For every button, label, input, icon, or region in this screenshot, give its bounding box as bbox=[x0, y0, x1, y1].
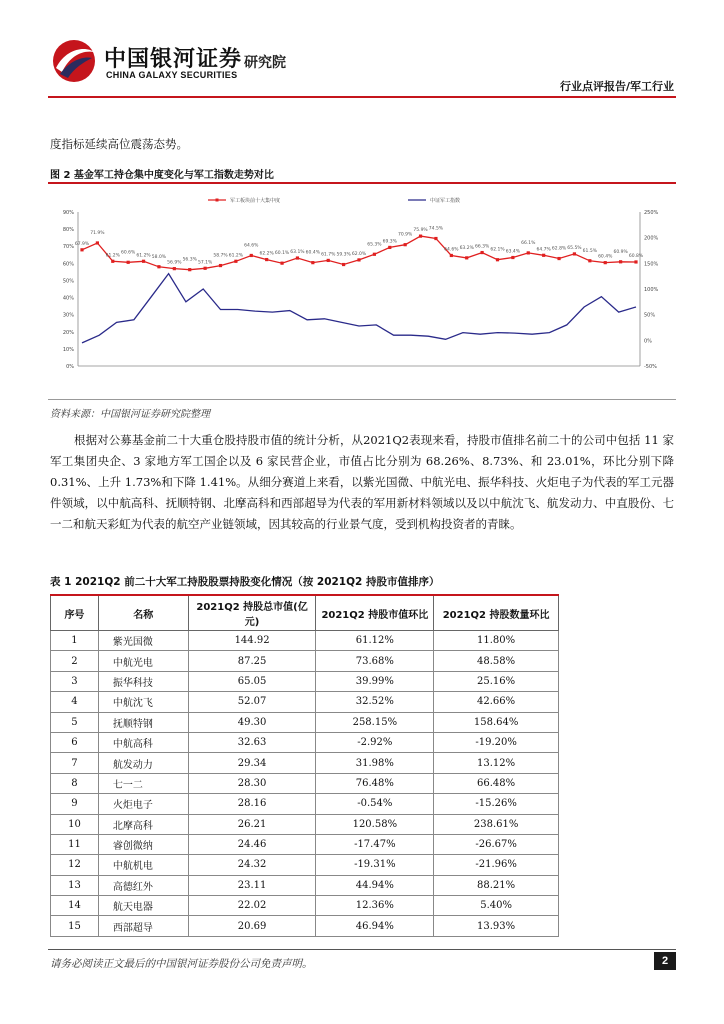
table-cell: 紫光国微 bbox=[98, 631, 188, 651]
table-cell: 26.21 bbox=[188, 814, 316, 834]
table-row bbox=[51, 794, 559, 814]
table-row bbox=[51, 916, 559, 936]
chart-tick-label-left: 60% bbox=[62, 261, 74, 268]
table-row bbox=[51, 875, 559, 895]
table-cell: 11 bbox=[51, 834, 99, 854]
chart bbox=[48, 186, 676, 398]
table-cell: 12 bbox=[51, 855, 99, 875]
chart-data-label: 63.1% bbox=[290, 250, 305, 256]
chart-legend-label: 军工板块前十大集中度 bbox=[230, 198, 281, 204]
chart-point bbox=[280, 262, 283, 265]
chart-data-label: 61.2% bbox=[136, 253, 151, 259]
chart-point bbox=[234, 260, 237, 263]
table-cell: 航发动力 bbox=[98, 753, 188, 773]
chart-tick-label-right: 250% bbox=[644, 210, 659, 216]
chart-data-label: 60.4% bbox=[305, 250, 320, 256]
chart-data-label: 69.3% bbox=[382, 239, 397, 245]
chart-point bbox=[265, 258, 268, 261]
table-row bbox=[51, 732, 559, 752]
table-cell: 中航光电 bbox=[98, 651, 188, 671]
table-cell: 24.46 bbox=[188, 834, 316, 854]
chart-point bbox=[557, 257, 560, 260]
chart-point bbox=[388, 246, 391, 249]
chart-point bbox=[157, 265, 160, 268]
chart-data-label: 63.4% bbox=[505, 249, 521, 255]
table-cell: 31.98% bbox=[316, 753, 434, 773]
table-row bbox=[51, 855, 559, 875]
chart-data-label: 56.9% bbox=[167, 260, 182, 266]
chart-data-label: 58.0% bbox=[151, 254, 167, 260]
chart-legend-label: 中证军工指数 bbox=[430, 198, 461, 204]
chart-data-label: 61.5% bbox=[582, 248, 597, 254]
chart-data-label: 65.5% bbox=[567, 245, 582, 251]
table-cell: 44.94% bbox=[316, 875, 434, 895]
page-number: 2 bbox=[654, 952, 676, 970]
table-row bbox=[51, 692, 559, 712]
table-cell: 65.05 bbox=[188, 671, 316, 691]
table-title: 表 1 2021Q2 前二十大军工持股股票持股变化情况（按 2021Q2 持股市值排序） bbox=[50, 576, 440, 588]
table-cell: 29.34 bbox=[188, 753, 316, 773]
chart-data-label: 60.4% bbox=[598, 254, 613, 260]
table-cell: 高德红外 bbox=[98, 875, 188, 895]
chart-tick-label-right: 200% bbox=[644, 235, 659, 242]
table-cell: 13.93% bbox=[434, 916, 559, 936]
figure-source: 资料来源：中国银河证券研究院整理 bbox=[50, 409, 210, 420]
chart-data-label: 74.5% bbox=[428, 226, 444, 232]
chart-point bbox=[542, 254, 545, 257]
table-header-cell: 2021Q2 持股总市值(亿元) bbox=[188, 595, 316, 631]
chart-point bbox=[296, 256, 299, 259]
chart-point bbox=[204, 267, 207, 270]
chart-tick-label-left: 30% bbox=[62, 312, 74, 319]
chart-data-label: 60.9% bbox=[613, 249, 628, 255]
chart-data-label: 60.8% bbox=[628, 253, 644, 259]
table-cell: 88.21% bbox=[434, 875, 559, 895]
table-cell: 中航机电 bbox=[98, 855, 188, 875]
table-cell: -26.67% bbox=[434, 834, 559, 854]
chart-tick-label-right: 0% bbox=[644, 338, 652, 345]
chart-point bbox=[250, 254, 253, 257]
table-cell: 航天电器 bbox=[98, 896, 188, 916]
table-cell: 抚顺特钢 bbox=[98, 712, 188, 732]
table-cell: 15 bbox=[51, 916, 99, 936]
table-cell: 9 bbox=[51, 794, 99, 814]
chart-point bbox=[619, 260, 622, 263]
chart-point bbox=[419, 235, 422, 238]
chart-data-label: 58.7% bbox=[213, 253, 228, 259]
footer-disclaimer: 请务必阅读正文最后的中国银河证券股份公司免责声明。 bbox=[50, 958, 313, 970]
table-header-cell: 2021Q2 持股市值环比 bbox=[316, 595, 434, 631]
chart-data-label: 62.0% bbox=[351, 251, 367, 257]
table-cell: 6 bbox=[51, 732, 99, 752]
table-cell: 13.12% bbox=[434, 753, 559, 773]
table-cell: -2.92% bbox=[316, 732, 434, 752]
table-cell: 2 bbox=[51, 651, 99, 671]
table-cell: 3 bbox=[51, 671, 99, 691]
chart-legend-marker bbox=[216, 199, 219, 202]
chart-point bbox=[634, 260, 637, 263]
table-cell: 32.63 bbox=[188, 732, 316, 752]
chart-svg bbox=[48, 186, 676, 398]
table-cell: 87.25 bbox=[188, 651, 316, 671]
table-cell: -19.20% bbox=[434, 732, 559, 752]
table-cell: 61.12% bbox=[316, 631, 434, 651]
table-cell: 144.92 bbox=[188, 631, 316, 651]
figure-title: 图 2 基金军工持仓集中度变化与军工指数走势对比 bbox=[50, 170, 274, 181]
figure-top-rule bbox=[48, 182, 676, 184]
table-cell: 49.30 bbox=[188, 712, 316, 732]
intro-text: 度指标延续高位震荡态势。 bbox=[50, 137, 188, 151]
table-cell: 振华科技 bbox=[98, 671, 188, 691]
galaxy-logo-icon bbox=[48, 38, 100, 84]
table-cell: 258.15% bbox=[316, 712, 434, 732]
table-cell: 24.32 bbox=[188, 855, 316, 875]
chart-point bbox=[496, 258, 499, 261]
table-cell: 5.40% bbox=[434, 896, 559, 916]
brand-name-en: CHINA GALAXY SECURITIES bbox=[106, 70, 238, 80]
table-row bbox=[51, 896, 559, 916]
chart-point bbox=[188, 268, 191, 271]
chart-data-label: 64.7% bbox=[536, 247, 551, 253]
chart-tick-label-right: -50% bbox=[644, 364, 657, 370]
chart-data-label: 59.3% bbox=[336, 252, 351, 258]
chart-tick-label-left: 90% bbox=[62, 210, 74, 216]
table-cell: 北摩高科 bbox=[98, 814, 188, 834]
holdings-table bbox=[50, 594, 559, 937]
chart-point bbox=[327, 259, 330, 262]
brand-name-cn: 中国银河证券 bbox=[104, 47, 243, 72]
chart-tick-label-left: 70% bbox=[62, 244, 74, 251]
table-cell: 32.52% bbox=[316, 692, 434, 712]
table-cell: 11.80% bbox=[434, 631, 559, 651]
table-cell: 5 bbox=[51, 712, 99, 732]
chart-data-label: 64.6% bbox=[444, 247, 459, 253]
table-cell: -21.96% bbox=[434, 855, 559, 875]
chart-point bbox=[573, 252, 576, 255]
chart-data-label: 75.9% bbox=[413, 228, 428, 234]
chart-data-label: 61.2% bbox=[228, 253, 244, 259]
chart-tick-label-right: 150% bbox=[644, 261, 659, 268]
table-row bbox=[51, 631, 559, 651]
chart-tick-label-left: 50% bbox=[62, 278, 74, 285]
table-cell: 20.69 bbox=[188, 916, 316, 936]
chart-tick-label-left: 40% bbox=[62, 295, 74, 302]
chart-data-label: 66.3% bbox=[474, 244, 490, 250]
table-cell: 7 bbox=[51, 753, 99, 773]
chart-point bbox=[511, 256, 514, 259]
chart-point bbox=[465, 256, 468, 259]
table-cell: -17.47% bbox=[316, 834, 434, 854]
chart-point bbox=[342, 263, 345, 266]
table-cell: 39.99% bbox=[316, 671, 434, 691]
chart-data-label: 60.6% bbox=[121, 250, 136, 256]
table-cell: 睿创微纳 bbox=[98, 834, 188, 854]
chart-data-label: 71.9% bbox=[90, 230, 105, 236]
table-cell: 8 bbox=[51, 773, 99, 793]
analysis-paragraph: 根据对公募基金前二十大重仓股持股市值的统计分析，从2021Q2表现来看，持股市值排名前二十的公司中包括 11 家军工集团央企、3 家地方军工国企以及 6 家民营企业，市值占比分别为 68.26%、8.73%、和 23.01%，环比分别下降 0.31%、上升 1.73%和下降 1.41%。从细分赛道上来看，以紫光国微、中航光电、振华科技、火炬电子为代表的军工元器件领域，以中航高科、抚顺特钢、北摩高科和西部超导为代表的军用新材料领域以及以中航沈飞、航发动力、中直股份、七一二和航天彩虹为代表的航空产业链领域，因其较高的行业景气度，受到机构投资者的青睐。 bbox=[50, 433, 674, 531]
table-cell: 火炬电子 bbox=[98, 794, 188, 814]
report-type: 行业点评报告/军工行业 bbox=[559, 80, 674, 93]
table-cell: 25.16% bbox=[434, 671, 559, 691]
chart-point bbox=[80, 248, 83, 251]
chart-point bbox=[450, 254, 453, 257]
table-header-cell: 2021Q2 持股数量环比 bbox=[434, 595, 559, 631]
chart-tick-label-left: 80% bbox=[62, 227, 74, 234]
table-cell: 120.58% bbox=[316, 814, 434, 834]
table-cell: 22.02 bbox=[188, 896, 316, 916]
chart-series-line bbox=[82, 274, 636, 343]
chart-point bbox=[481, 251, 484, 254]
chart-data-label: 60.1% bbox=[274, 251, 290, 257]
chart-point bbox=[588, 259, 591, 262]
chart-tick-label-left: 20% bbox=[62, 329, 74, 336]
chart-data-label: 62.1% bbox=[490, 247, 505, 253]
table-cell: 14 bbox=[51, 896, 99, 916]
table-cell: 52.07 bbox=[188, 692, 316, 712]
table-header-cell: 名称 bbox=[98, 595, 188, 631]
table-row bbox=[51, 651, 559, 671]
chart-point bbox=[527, 251, 530, 254]
chart-data-label: 62.8% bbox=[551, 246, 567, 252]
table-cell: 12.36% bbox=[316, 896, 434, 916]
table-cell: 76.48% bbox=[316, 773, 434, 793]
chart-data-label: 66.1% bbox=[521, 240, 536, 246]
chart-data-label: 70.9% bbox=[398, 232, 413, 238]
table-header-row bbox=[51, 595, 559, 631]
chart-data-label: 57.1% bbox=[197, 260, 213, 266]
table-cell: -15.26% bbox=[434, 794, 559, 814]
table-row bbox=[51, 834, 559, 854]
table-cell: 48.58% bbox=[434, 651, 559, 671]
chart-point bbox=[173, 267, 176, 270]
table-cell: 中航高科 bbox=[98, 732, 188, 752]
table-cell: 73.68% bbox=[316, 651, 434, 671]
table-cell: 13 bbox=[51, 875, 99, 895]
table-row bbox=[51, 753, 559, 773]
table-cell: 238.61% bbox=[434, 814, 559, 834]
table-row bbox=[51, 671, 559, 691]
table-cell: 28.30 bbox=[188, 773, 316, 793]
chart-tick-label-right: 100% bbox=[644, 287, 659, 293]
chart-point bbox=[404, 243, 407, 246]
table-cell: -0.54% bbox=[316, 794, 434, 814]
table-header-cell: 序号 bbox=[51, 595, 99, 631]
table-row bbox=[51, 712, 559, 732]
table-row bbox=[51, 814, 559, 834]
chart-tick-label-right: 50% bbox=[644, 312, 656, 319]
chart-data-label: 61.2% bbox=[105, 253, 120, 259]
table-cell: 158.64% bbox=[434, 712, 559, 732]
table-cell: 66.48% bbox=[434, 773, 559, 793]
chart-point bbox=[111, 260, 114, 263]
chart-tick-label-left: 10% bbox=[62, 346, 74, 353]
table-cell: 1 bbox=[51, 631, 99, 651]
chart-data-label: 63.2% bbox=[459, 245, 474, 251]
header-divider bbox=[48, 96, 676, 98]
table-cell: -19.31% bbox=[316, 855, 434, 875]
chart-point bbox=[373, 253, 376, 256]
chart-point bbox=[96, 241, 99, 244]
chart-data-label: 65.3% bbox=[367, 242, 382, 248]
chart-point bbox=[127, 261, 130, 264]
institute-label: 研究院 bbox=[244, 55, 286, 71]
table-cell: 七一二 bbox=[98, 773, 188, 793]
chart-data-label: 56.3% bbox=[182, 257, 197, 263]
chart-data-label: 64.6% bbox=[244, 243, 259, 249]
figure-bottom-rule bbox=[48, 399, 676, 400]
chart-point bbox=[357, 258, 360, 261]
table-cell: 西部超导 bbox=[98, 916, 188, 936]
chart-point bbox=[142, 260, 145, 263]
table-cell: 中航沈飞 bbox=[98, 692, 188, 712]
chart-data-label: 62.2% bbox=[259, 251, 274, 257]
table-row bbox=[51, 773, 559, 793]
footer-divider bbox=[48, 949, 676, 950]
chart-point bbox=[604, 261, 607, 264]
table-cell: 10 bbox=[51, 814, 99, 834]
table-cell: 4 bbox=[51, 692, 99, 712]
table-cell: 23.11 bbox=[188, 875, 316, 895]
chart-tick-label-left: 0% bbox=[66, 364, 74, 370]
chart-point bbox=[311, 261, 314, 264]
table-cell: 46.94% bbox=[316, 916, 434, 936]
table-cell: 42.66% bbox=[434, 692, 559, 712]
chart-point bbox=[434, 237, 437, 240]
chart-data-label: 67.9% bbox=[74, 241, 90, 247]
chart-data-label: 61.7% bbox=[321, 252, 336, 258]
chart-point bbox=[219, 264, 222, 267]
table-cell: 28.16 bbox=[188, 794, 316, 814]
